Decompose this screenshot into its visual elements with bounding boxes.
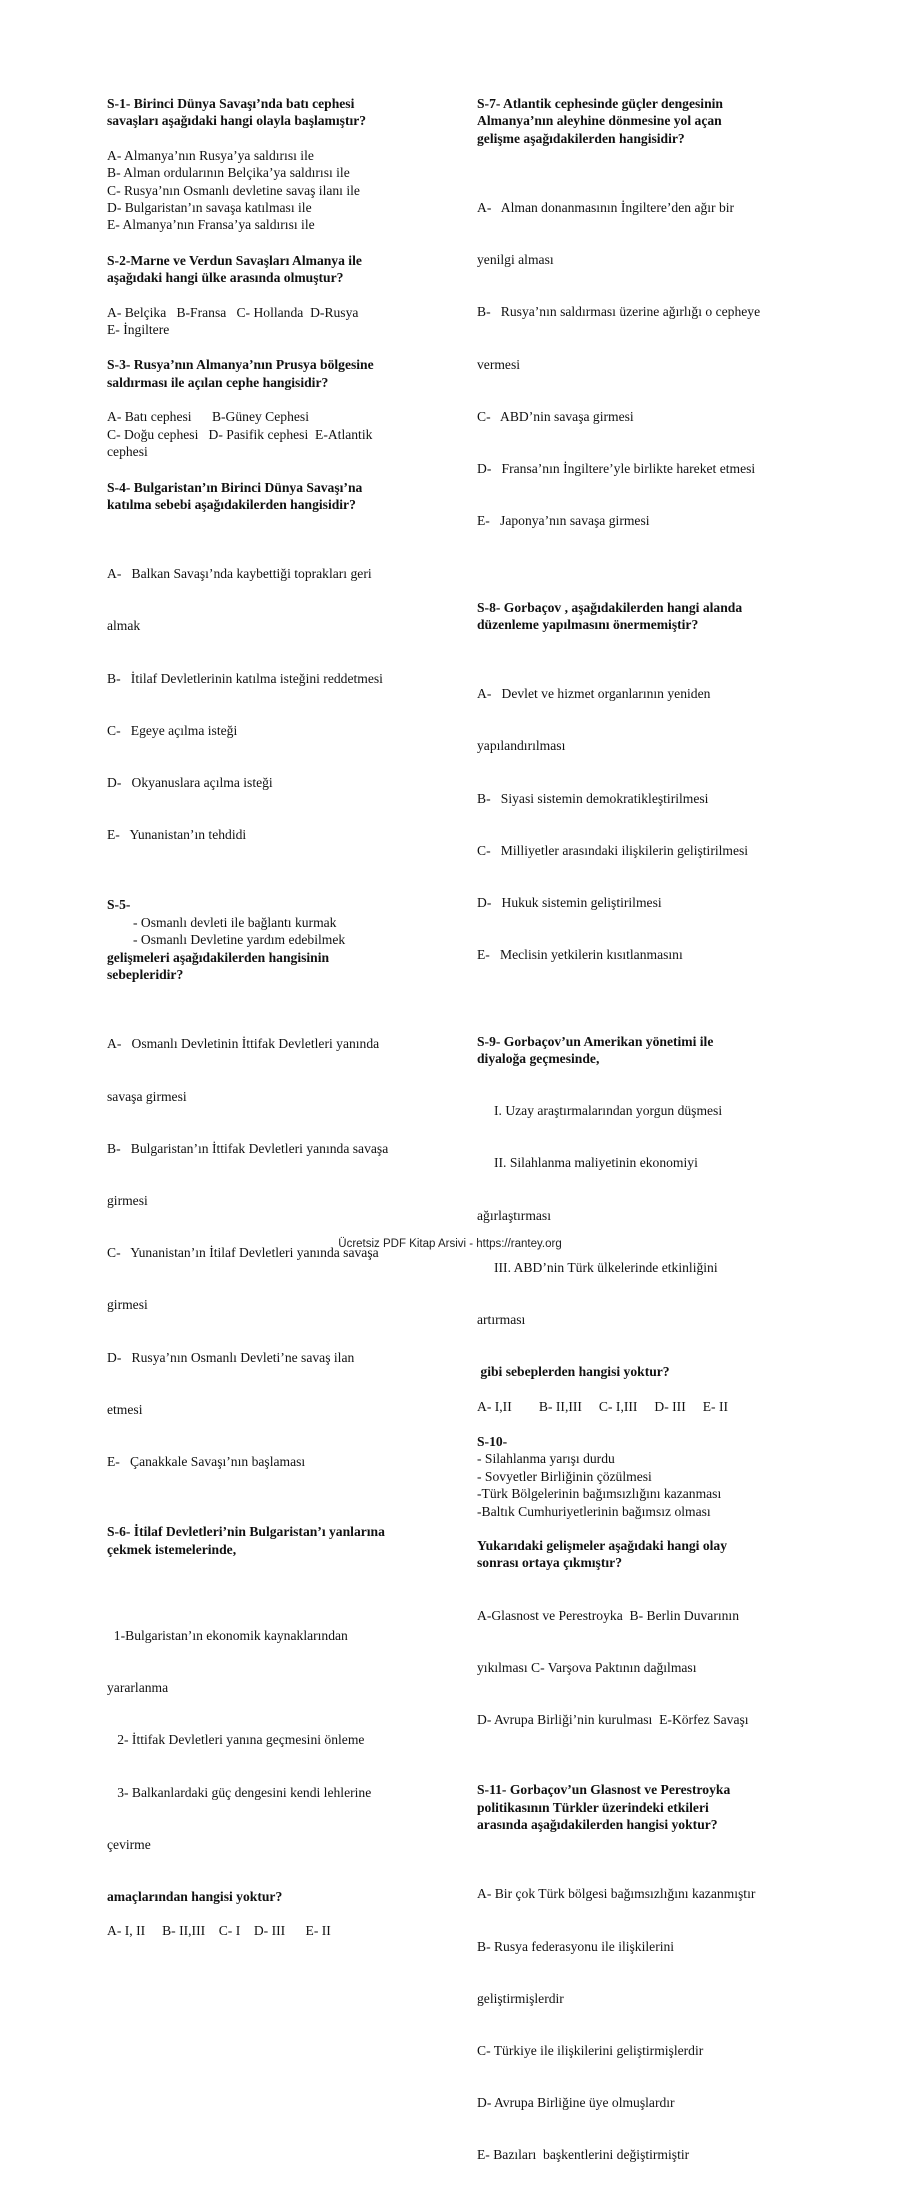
option: A- Balkan Savaşı’nda kaybettiği toprakları geri bbox=[107, 566, 372, 582]
option: yapılandırılması bbox=[477, 738, 566, 754]
question-number: S-10- bbox=[477, 1434, 508, 1450]
question-stem: gelişmeleri aşağıdakilerden hangisinin sebepleridir? bbox=[107, 949, 330, 983]
premise: 3- Balkanlardaki güç dengesini kendi lehlerine bbox=[107, 1784, 372, 1800]
premise-list bbox=[477, 1067, 799, 1363]
option: C- Doğu cephesi D- Pasifik cephesi E-Atlantik bbox=[107, 426, 373, 442]
answer-options bbox=[107, 530, 432, 878]
premise: - Silahlanma yarışı durdu bbox=[477, 1451, 615, 1467]
option: girmesi bbox=[107, 1192, 148, 1208]
option: B- Siyasi sistemin demokratikleştirilmesi bbox=[477, 790, 709, 806]
question-closing: gibi sebeplerden hangisi yoktur? bbox=[477, 1364, 670, 1380]
question-3 bbox=[107, 356, 432, 460]
option: E- Çanakkale Savaşı’nın başlaması bbox=[107, 1454, 306, 1470]
option: C- Egeye açılma isteği bbox=[107, 722, 238, 738]
answer-options bbox=[477, 164, 799, 564]
question-stem: S-1- Birinci Dünya Savaşı’nda batı cephesi savaşları aşağıdaki hangi olayla başlamıştır? bbox=[107, 96, 367, 129]
question-8 bbox=[477, 599, 799, 999]
option: almak bbox=[107, 618, 141, 634]
option: A- Batı cephesi B-Güney Cephesi bbox=[107, 409, 309, 425]
option: B- Bulgaristan’ın İttifak Devletleri yanında savaşa bbox=[107, 1140, 389, 1156]
answer-options: A- I,II B- II,III C- I,III D- III E- II bbox=[477, 1398, 729, 1414]
option: etmesi bbox=[107, 1401, 143, 1417]
question-4 bbox=[107, 479, 432, 879]
option: B- Rusya’nın saldırması üzerine ağırlığı o cepheye bbox=[477, 304, 761, 320]
question-stem: S-4- Bulgaristan’ın Birinci Dünya Savaşı’na katılma sebebi aşağıdakilerden hangisidir? bbox=[107, 479, 363, 512]
answer-options bbox=[477, 1851, 799, 2199]
option: D- Hukuk sistemin geliştirilmesi bbox=[477, 895, 662, 911]
option: D- Bulgaristan’ın savaşa katılması ile bbox=[107, 200, 312, 216]
option: D- Avrupa Birliği’nin kurulması E-Körfez Savaşı bbox=[477, 1712, 749, 1728]
option: yıkılması C- Varşova Paktının dağılması bbox=[477, 1659, 697, 1675]
option: savaşa girmesi bbox=[107, 1088, 187, 1104]
option: C- Rusya’nın Osmanlı devletine savaş ilanı ile bbox=[107, 182, 360, 198]
option: A- Almanya’nın Rusya’ya saldırısı ile bbox=[107, 147, 314, 163]
premise: - Sovyetler Birliğinin çözülmesi bbox=[477, 1468, 652, 1484]
question-stem: S-2-Marne ve Verdun Savaşları Almanya ile aşağıdaki hangi ülke arasında olmuştur? bbox=[107, 252, 362, 286]
answer-options bbox=[107, 408, 432, 460]
premise: III. ABD’nin Türk ülkelerinde etkinliğini bbox=[477, 1259, 718, 1275]
premise: -Türk Bölgelerinin bağımsızlığını kazanması bbox=[477, 1486, 722, 1502]
premise: - Osmanlı devleti ile bağlantı kurmak bbox=[133, 914, 337, 930]
option: C- Milliyetler arasındaki ilişkilerin geliştirilmesi bbox=[477, 842, 749, 858]
question-stem: S-8- Gorbaçov , aşağıdakilerden hangi alanda düzenleme yapılmasını önermemiştir? bbox=[477, 599, 743, 632]
option: E- Almanya’nın Fransa’ya saldırısı ile bbox=[107, 217, 315, 233]
premise-list bbox=[107, 1592, 432, 1888]
premise: 1-Bulgaristan’ın ekonomik kaynaklarından bbox=[107, 1627, 348, 1643]
option: geliştirmişlerdir bbox=[477, 1990, 564, 2006]
page-footer: Ücretsiz PDF Kitap Arsivi - https://rantey.org bbox=[338, 1238, 562, 1250]
option: D- Okyanuslara açılma isteği bbox=[107, 775, 273, 790]
option: D- Avrupa Birliğine üye olmuşlardır bbox=[477, 2095, 675, 2111]
option: C- Türkiye ile ilişkilerini geliştirmişlerdir bbox=[477, 2043, 704, 2059]
premise: I. Uzay araştırmalarından yorgun düşmesi bbox=[477, 1103, 723, 1119]
option: E- Bazıları başkentlerini değiştirmiştir bbox=[477, 2147, 690, 2163]
option: A- Alman donanmasının İngiltere’den ağır bir bbox=[477, 200, 735, 216]
question-stem: S-6- İtilaf Devletleri’nin Bulgaristan’ı yanlarına çekmek istemelerinde, bbox=[107, 1524, 385, 1557]
right-column bbox=[477, 95, 799, 2199]
answer-options: A- I, II B- II,III C- I D- III E- II bbox=[107, 1923, 331, 1939]
answer-options bbox=[107, 147, 432, 234]
option: girmesi bbox=[107, 1297, 148, 1313]
premise: çevirme bbox=[107, 1836, 151, 1852]
question-stem: S-11- Gorbaçov’un Glasnost ve Perestroyka politikasının Türkler üzerindeki etkileri arasında aşağıdakilerden hangisi yoktur? bbox=[477, 1782, 731, 1833]
question-11 bbox=[477, 1781, 799, 2198]
answer-options bbox=[107, 304, 432, 339]
option: A- Devlet ve hizmet organlarının yeniden bbox=[477, 686, 711, 702]
premise: II. Silahlanma maliyetinin ekonomiyi bbox=[477, 1155, 698, 1171]
question-9 bbox=[477, 1033, 799, 1416]
premise: -Baltık Cumhuriyetlerinin bağımsız olması bbox=[477, 1503, 711, 1519]
question-1 bbox=[107, 95, 432, 234]
option: E- Yunanistan’ın tehdidi bbox=[107, 827, 247, 843]
question-7 bbox=[477, 95, 799, 565]
option: cephesi bbox=[107, 444, 148, 460]
option: E- Meclisin yetkilerin kısıtlanmasını bbox=[477, 947, 683, 963]
option: D- Fransa’nın İngiltere’yle birlikte hareket etmesi bbox=[477, 461, 756, 477]
option: A- Belçika B-Fransa C- Hollanda D-Rusya bbox=[107, 304, 359, 320]
premise: artırması bbox=[477, 1312, 526, 1327]
option: C- ABD’nin savaşa girmesi bbox=[477, 408, 634, 424]
answer-options bbox=[477, 1572, 799, 1763]
question-10 bbox=[477, 1433, 799, 1763]
option: A- Bir çok Türk bölgesi bağımsızlığını kazanmıştır bbox=[477, 1886, 756, 1902]
option: D- Rusya’nın Osmanlı Devleti’ne savaş ilan bbox=[107, 1349, 355, 1365]
option: E- İngiltere bbox=[107, 322, 170, 338]
premise: - Osmanlı Devletine yardım edebilmek bbox=[133, 932, 346, 948]
question-5 bbox=[107, 896, 432, 1505]
option: B- Alman ordularının Belçika’ya saldırısı ile bbox=[107, 165, 350, 181]
question-2 bbox=[107, 252, 432, 339]
option: B- Rusya federasyonu ile ilişkilerini bbox=[477, 1938, 675, 1954]
question-stem: S-7- Atlantik cephesinde güçler dengesinin Almanya’nın aleyhine dönmesine yol açan gelişme aşağıdakilerden hangisidir? bbox=[477, 96, 723, 146]
question-stem: Yukarıdaki gelişmeler aşağıdaki hangi olay sonrası ortaya çıkmıştır? bbox=[477, 1538, 728, 1571]
premise: ağırlaştırması bbox=[477, 1207, 551, 1223]
question-stem: S-9- Gorbaçov’un Amerikan yönetimi ile diyaloğa geçmesinde, bbox=[477, 1033, 714, 1066]
option: yenilgi alması bbox=[477, 252, 554, 268]
premise: yararlanma bbox=[107, 1680, 169, 1696]
option: vermesi bbox=[477, 356, 521, 372]
left-column bbox=[107, 95, 432, 1940]
premise-list bbox=[107, 914, 432, 949]
premise-list bbox=[477, 1450, 799, 1520]
option: B- İtilaf Devletlerinin katılma isteğini reddetmesi bbox=[107, 670, 383, 686]
answer-options bbox=[477, 650, 799, 998]
question-number: S-5- bbox=[107, 897, 131, 913]
option: C- Yunanistan’ın İtilaf Devletleri yanında savaşa bbox=[107, 1245, 379, 1261]
question-stem: S-3- Rusya’nın Almanya’nın Prusya bölgesine saldırması ile açılan cephe hangisidir? bbox=[107, 357, 374, 390]
question-6 bbox=[107, 1523, 432, 1940]
option: A- Osmanlı Devletinin İttifak Devletleri yanında bbox=[107, 1036, 380, 1052]
option: E- Japonya’nın savaşa girmesi bbox=[477, 513, 650, 529]
question-closing: amaçlarından hangisi yoktur? bbox=[107, 1888, 283, 1904]
premise: 2- İttifak Devletleri yanına geçmesini önleme bbox=[107, 1732, 365, 1748]
option: A-Glasnost ve Perestroyka B- Berlin Duvarının bbox=[477, 1607, 740, 1623]
